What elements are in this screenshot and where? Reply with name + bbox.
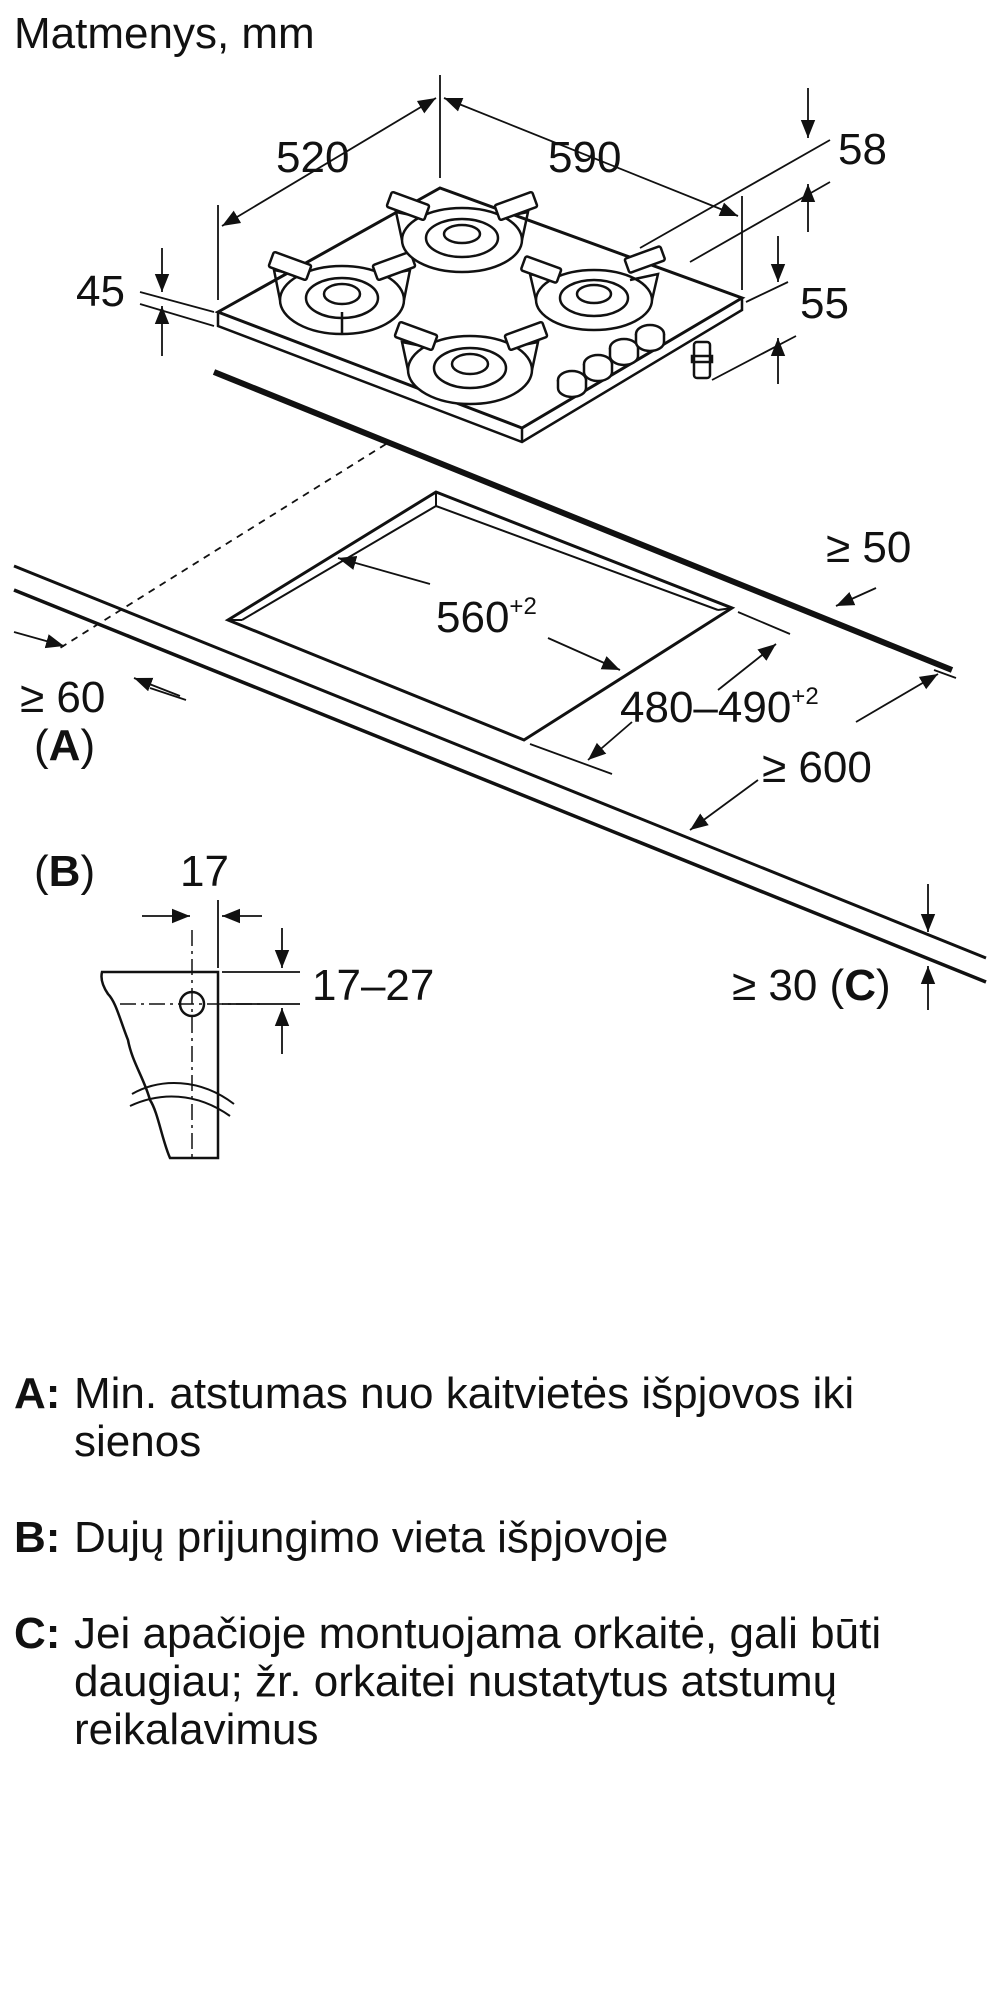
label-tag-b: (B) xyxy=(34,847,96,896)
legend-item-b xyxy=(14,1514,974,1562)
label-connection-width: 17 xyxy=(180,847,229,896)
diagram-title: Matmenys, mm xyxy=(14,9,315,58)
legend-text-a: Min. atstumas nuo kaitvietės išpjovos iki sienos xyxy=(74,1369,855,1466)
label-height-55: 55 xyxy=(800,279,849,328)
legend-text-b: Dujų prijungimo vieta išpjovoje xyxy=(74,1513,669,1562)
label-cutout-width: $560^{+2}$ xyxy=(436,593,537,642)
legend-item-a xyxy=(14,1370,974,1466)
legend-key-c: C: xyxy=(14,1609,61,1658)
label-depth-min: ≥ 600 xyxy=(762,743,872,792)
legend-item-c xyxy=(14,1610,974,1754)
label-depth-520: 520 xyxy=(276,133,350,182)
worktop-drawing xyxy=(14,372,986,982)
label-tag-a: (A) xyxy=(34,721,96,770)
label-back-clearance: ≥ 50 xyxy=(826,523,912,572)
label-width-590: 590 xyxy=(548,133,622,182)
legend-text-c: Jei apačioje montuojama orkaitė, gali būti daugiau; žr. orkaitei nustatytus atstumų reikalavimus xyxy=(74,1609,882,1754)
label-cutout-depth: $480-490^{+2}$ xyxy=(620,683,819,732)
legend-key-a: A: xyxy=(14,1369,61,1418)
label-height-45: 45 xyxy=(76,267,125,316)
label-bottom-clearance: ≥ 30 (C) xyxy=(732,961,891,1010)
legend-key-b: B: xyxy=(14,1513,61,1562)
label-side-clearance: ≥ 60 xyxy=(20,673,106,722)
detail-b-drawing xyxy=(101,930,262,1160)
label-connection-height: 17–27 xyxy=(312,961,435,1010)
label-top-58: 58 xyxy=(838,125,887,174)
